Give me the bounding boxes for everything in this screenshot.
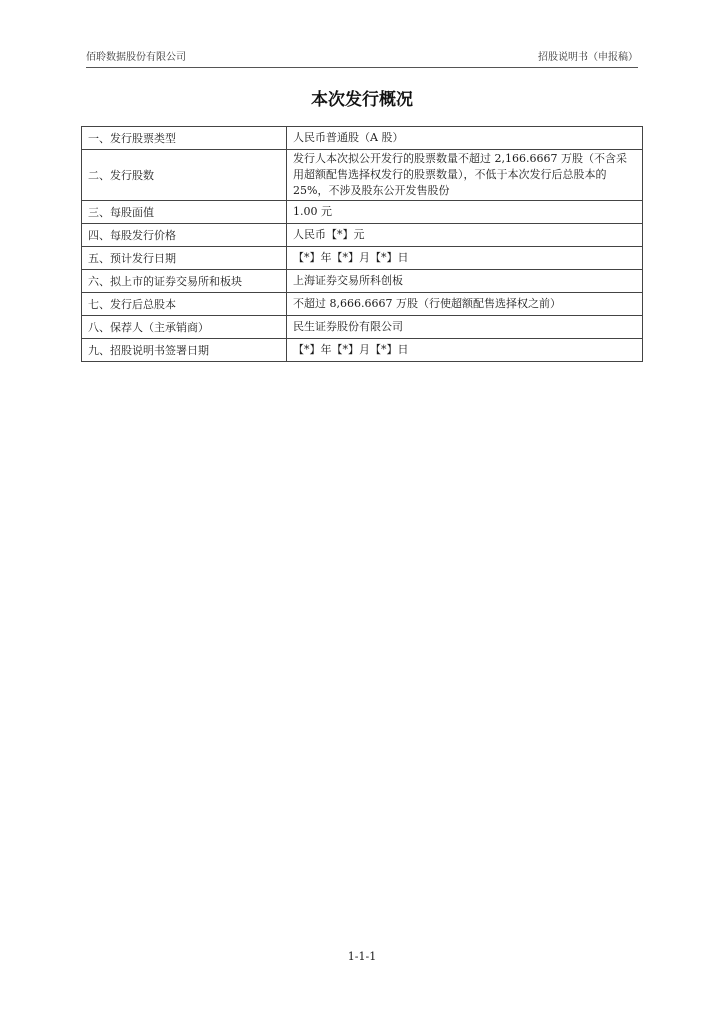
row-value: 发行人本次拟公开发行的股票数量不超过 2,166.6667 万股（不含采用超额配售选择权发行的股票数量），不低于本次发行后总股本的 25%，不涉及股东公开发售股份: [287, 150, 643, 201]
page-number: 1-1-1: [347, 950, 377, 963]
row-label: 九、招股说明书签署日期: [82, 339, 287, 362]
page-header: [86, 52, 638, 66]
row-label: 八、保荐人（主承销商）: [82, 316, 287, 339]
table-row: [82, 127, 643, 150]
row-label: 一、发行股票类型: [82, 127, 287, 150]
row-label: 五、预计发行日期: [82, 247, 287, 270]
table-row: [82, 201, 643, 224]
row-value: 上海证券交易所科创板: [287, 270, 643, 293]
row-value: 1.00 元: [287, 201, 643, 224]
row-value: 【*】年【*】月【*】日: [287, 247, 643, 270]
table-row: [82, 316, 643, 339]
document-type: 招股说明书（申报稿）: [538, 52, 638, 63]
table-row: [82, 150, 643, 201]
offering-overview-table: [81, 126, 643, 362]
table-row: [82, 224, 643, 247]
row-value: 人民币【*】元: [287, 224, 643, 247]
row-label: 六、拟上市的证券交易所和板块: [82, 270, 287, 293]
row-label: 七、发行后总股本: [82, 293, 287, 316]
table-row: [82, 270, 643, 293]
company-name: 佰聆数据股份有限公司: [86, 52, 186, 63]
row-value: 民生证券股份有限公司: [287, 316, 643, 339]
table-row: [82, 339, 643, 362]
table-row: [82, 247, 643, 270]
row-value: 人民币普通股（A 股）: [287, 127, 643, 150]
row-label: 二、发行股数: [82, 150, 287, 201]
row-label: 四、每股发行价格: [82, 224, 287, 247]
row-label: 三、每股面值: [82, 201, 287, 224]
row-value: 【*】年【*】月【*】日: [287, 339, 643, 362]
row-value: 不超过 8,666.6667 万股（行使超额配售选择权之前）: [287, 293, 643, 316]
header-divider: [86, 67, 638, 68]
table-row: [82, 293, 643, 316]
page-title: 本次发行概况: [311, 90, 413, 110]
